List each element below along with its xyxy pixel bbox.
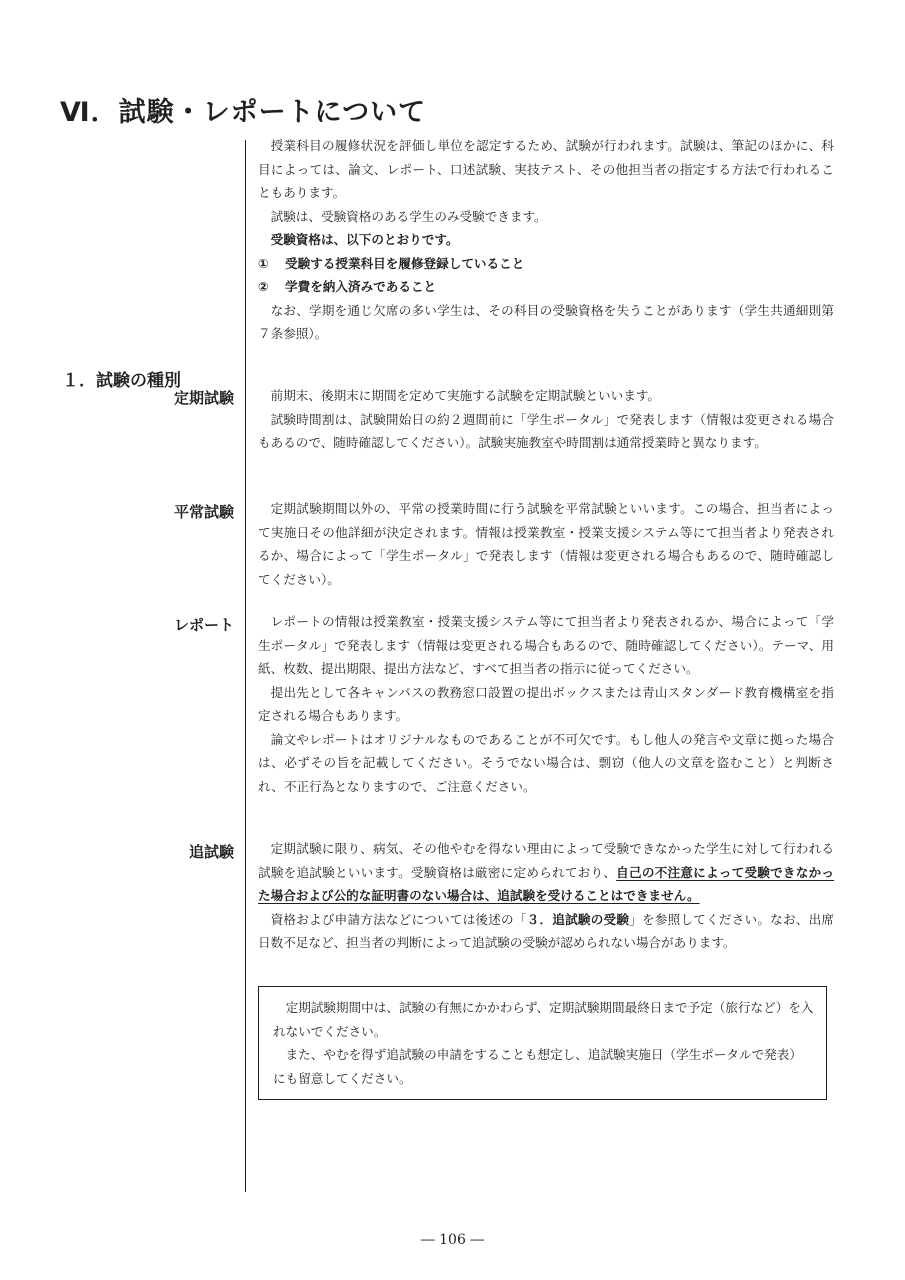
item-number: ② — [258, 279, 269, 294]
intro-paragraph-1: 授業科目の履修状況を評価し単位を認定するため、試験が行われます。試験は、筆記のほかに、科目によっては、論文、レポート、口述試験、実技テスト、その他担当者の指定する方法で行われることもあります。 — [258, 138, 834, 200]
notice-box — [258, 986, 827, 1100]
tsui-reference: ３．追試験の受験 — [526, 911, 630, 927]
label-tsui-shiken: 追試験 — [188, 843, 234, 861]
intro-paragraph-2: 試験は、受験資格のある学生のみ受験できます。 — [270, 208, 547, 224]
teiki-paragraph-1: 前期末、後期末に期間を定めて実施する試験を定期試験といいます。 — [270, 388, 660, 403]
heijo-paragraph-1: 定期試験期間以外の、平常の授業時間に行う試験を平常試験といいます。この場合、担当者によって実施日その他詳細が決定されます。情報は授業教室・授業支援システム等にて担当者より発表されるか、場合によって「学生ポータル」で発表します（情報は変更される場合もあるので、随時確認してください）。 — [258, 501, 834, 587]
tsui-paragraph-1 — [258, 837, 834, 908]
notice-paragraph-1: 定期試験期間中は、試験の有無にかかわらず、定期試験期間最終日まで予定（旅行など）を入れないでください。 — [273, 1000, 814, 1039]
tsui-paragraph-2 — [258, 908, 834, 955]
intro-section — [258, 134, 834, 346]
report-paragraph-2: 提出先として各キャンパスの教務窓口設置の提出ボックスまたは青山スタンダード教育機構室を指定される場合もあります。 — [258, 684, 834, 723]
tsui-text: 定期試験に限り、病気、その他やむを得ない理由によって受験できなかった学生に対して行われる試験を追試験といいます。受験資格は厳密に定められており、 — [258, 841, 834, 880]
item-number: ① — [258, 255, 269, 271]
item-text: 学費を納入済みであること — [285, 279, 437, 294]
tsui-emphasis: 自己の不注意によって受験できなかった場合および公的な証明書のない場合は、追試験を受けることはできません。 — [258, 864, 835, 903]
report-section — [258, 610, 834, 798]
label-report: レポート — [173, 616, 234, 634]
label-teiki-shiken: 定期試験 — [173, 389, 234, 407]
tsui-section — [258, 837, 834, 955]
teiki-section — [258, 384, 834, 455]
tsui-text-pre: 資格および申請方法などについては後述の「 — [270, 911, 527, 927]
item-text: 受験する授業科目を履修登録していること — [285, 255, 525, 271]
page-number: ― 106 ― — [420, 1232, 485, 1248]
teiki-paragraph-2: 試験時間割は、試験開始日の約２週間前に「学生ポータル」で発表します（情報は変更される場合もあるので、随時確認してください）。試験実施教室や時間割は通常授業時と異なります。 — [258, 411, 834, 450]
report-paragraph-3: 論文やレポートはオリジナルなものであることが不可欠です。もし他人の発言や文章に拠った場合は、必ずその旨を記載してください。そうでない場合は、剽窃（他人の文章を盗むこと）と判断され、不正行為となりますので、ご注意ください。 — [258, 731, 834, 794]
heijo-section — [258, 497, 834, 591]
eligibility-heading: 受験資格は、以下のとおりです。 — [270, 232, 459, 247]
tsui-text-post: 」を参照してください。なお、出席日数不足など、担当者の判断によって追試験の受験が認められない場合があります。 — [258, 911, 835, 950]
eligibility-item-2 — [258, 275, 834, 299]
notice-paragraph-2: また、やむを得ず追試験の申請をすることも想定し、追試験実施日（学生ポータルで発表）にも留意してください。 — [273, 1047, 802, 1086]
margin-divider-line — [245, 140, 246, 1192]
intro-paragraph-4: なお、学期を通じ欠席の多い学生は、その科目の受験資格を失うことがあります（学生共通細則第７条参照）。 — [258, 302, 834, 341]
chapter-title: Ⅵ．試験・レポートについて — [60, 97, 427, 128]
eligibility-item-1 — [258, 252, 834, 276]
label-heijo-shiken: 平常試験 — [173, 503, 234, 521]
section-title: １．試験の種別 — [62, 371, 181, 391]
report-paragraph-1: レポートの情報は授業教室・授業支援システム等にて担当者より発表されるか、場合によって「学生ポータル」で発表します（情報は変更される場合もあるので、随時確認してください）。テーマ、用紙、枚数、提出期限、提出方法など、すべて担当者の指示に従ってください。 — [258, 614, 834, 676]
